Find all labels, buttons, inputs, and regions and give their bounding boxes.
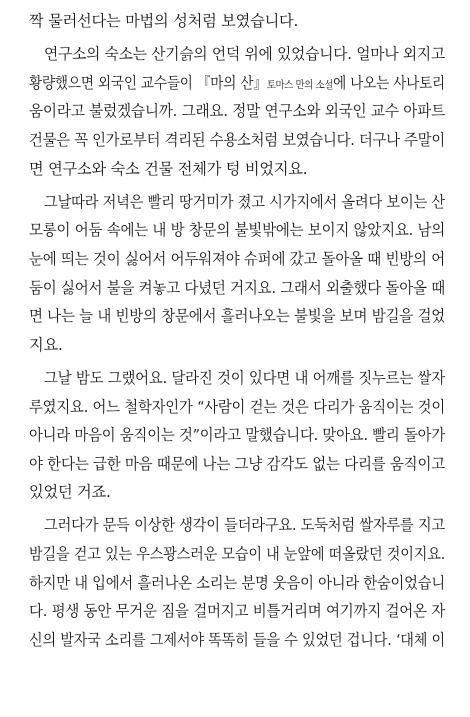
text-line: 둠이 싫어서 불을 켜놓고 다녔던 거지요. 그래서 외출했다 돌아올 때 [29,278,445,297]
text-line: 아니라 마음이 움직이는 것”이라고 말했습니다. 맞아요. 빨리 돌아가 [29,426,445,445]
text-line: 그러다가 문득 이상한 생각이 들더라구요. 도둑처럼 쌀자루를 지고 [44,516,445,535]
text-line: 연구소의 숙소는 산기슭의 언덕 위에 있었습니다. 얼마나 외지고 [44,45,445,64]
text-line: 신의 발자국 소리를 그제서야 똑똑히 들을 수 있었던 겁니다. ‘대체 이 [29,630,445,649]
text-line: 다. 평생 동안 무거운 짐을 걸머지고 비틀거리며 여기까지 걸어온 자 [29,602,445,621]
inline-note: 토마스 만의 소설 [266,78,334,91]
text-line: 건물은 꼭 인가로부터 격리된 수용소처럼 보였습니다. 더구나 주말이 [29,130,445,149]
text-line: 움이라고 불렀겠습니까. 그래요. 정말 연구소와 외국인 교수 아파트 [29,102,445,121]
text-line: 모롱이 어둠 속에는 내 방 창문의 불빛밖에는 보이지 않았지요. 남의 [29,221,445,240]
text-line: 하지만 내 입에서 흘러나온 소리는 분명 웃음이 아니라 한숨이었습니 [29,573,445,592]
text-line: 루였지요. 어느 철학자인가 “사람이 걷는 것은 다리가 움직이는 것이 [29,397,445,416]
text-line: 면 연구소와 숙소 건물 전체가 텅 비었지요. [29,159,308,178]
text-line: 면 나는 늘 내 빈방의 창문에서 흘러나오는 불빛을 보며 밤길을 걸었 [29,307,445,326]
body-text [29,7,445,654]
text-segment: 황량했으면 외국인 교수들이 『마의 산』 [29,73,267,92]
text-line: 그날 밤도 그랬어요. 달라진 것이 있다면 내 어깨를 짓누르는 쌀자 [44,368,445,387]
text-line: 밤길을 걷고 있는 우스꽝스러운 모습이 내 눈앞에 떠올랐던 것이지요. [29,545,445,564]
text-line [29,69,445,98]
text-line: 야 한다는 급한 마음 때문에 나는 그냥 감각도 없는 다리를 움직이고 [29,454,445,473]
text-line: 그날따라 저녁은 빨리 땅거미가 졌고 시가지에서 올려다 보이는 산 [44,192,445,211]
text-line: 지요. [29,335,63,354]
text-line: 있었던 거죠. [29,483,111,502]
text-line: 눈에 띄는 것이 싫어서 어두워져야 슈퍼에 갔고 돌아올 때 빈방의 어 [29,249,445,268]
text-segment: 에 나오는 사나토리 [333,73,445,92]
text-line: 짝 물러선다는 마법의 성처럼 보였습니다. [29,12,299,30]
